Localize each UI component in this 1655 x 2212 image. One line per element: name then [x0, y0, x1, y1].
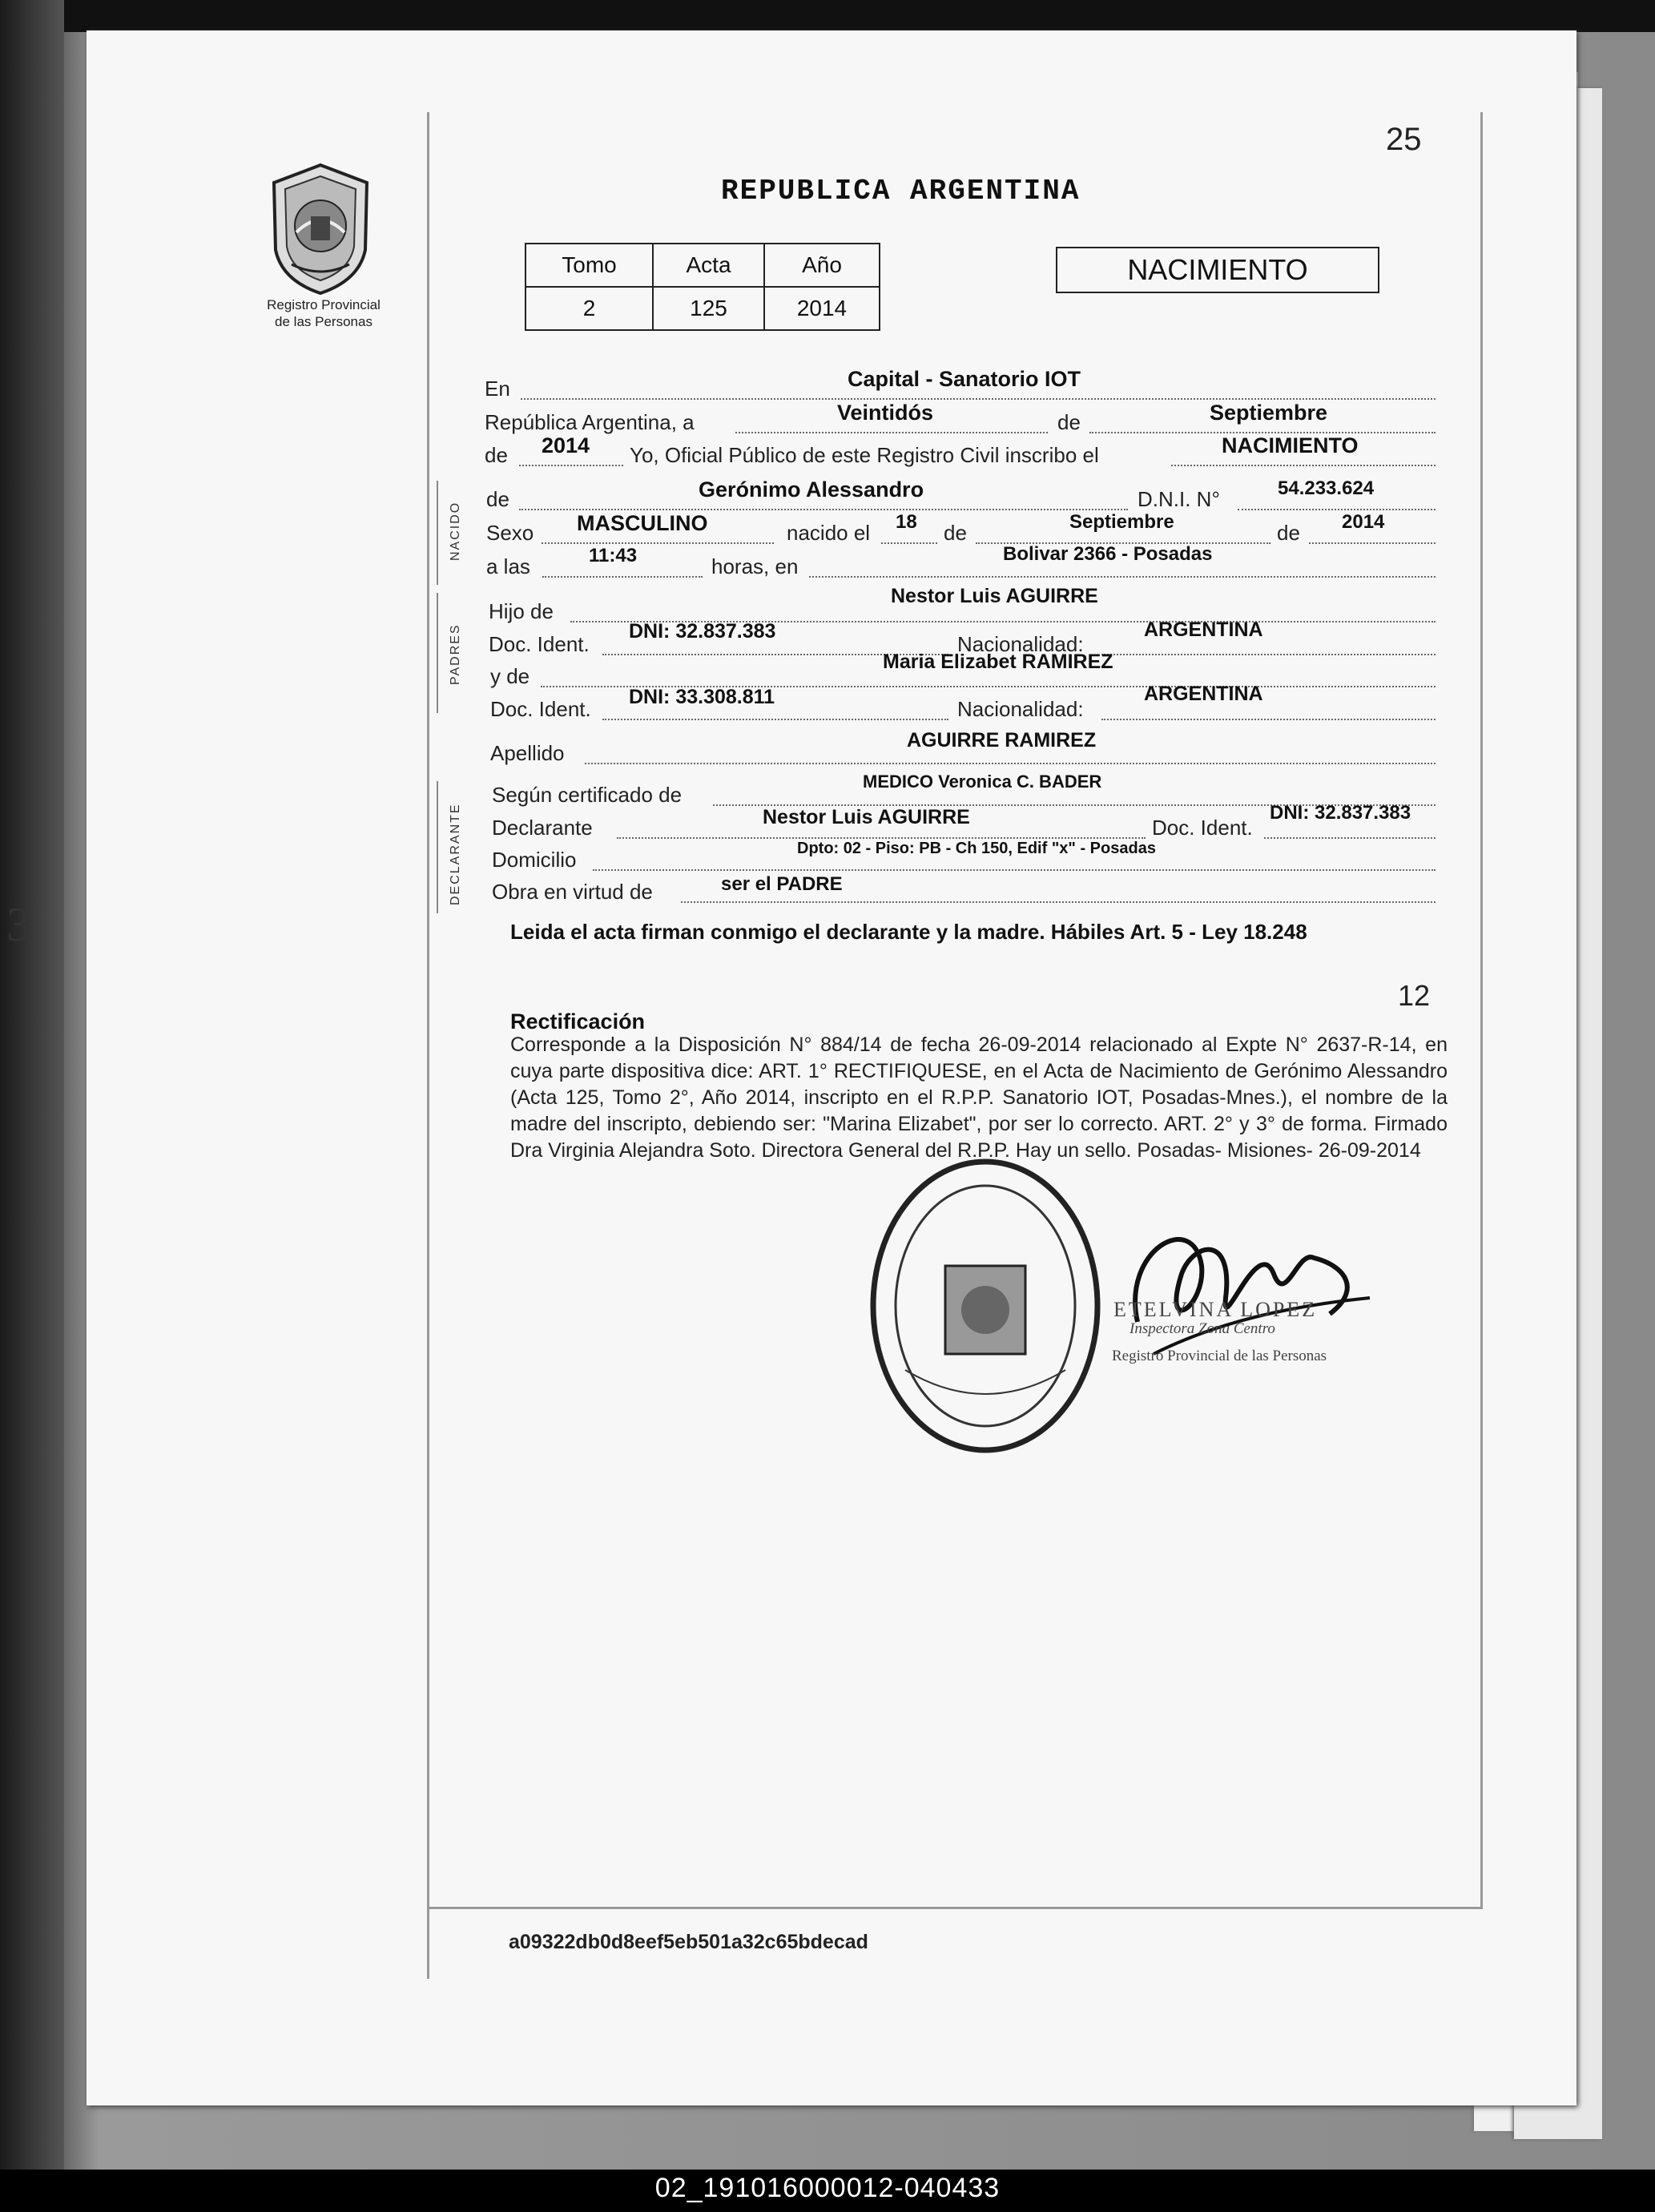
label-hijo-de: Hijo de: [489, 599, 554, 623]
label-nacionalidad2: Nacionalidad:: [957, 697, 1084, 721]
label-doc-ident3: Doc. Ident.: [1152, 816, 1253, 840]
register-header-acta: Acta: [653, 244, 764, 287]
logo-caption-line: de las Personas: [275, 314, 372, 329]
label-de2: de: [485, 443, 508, 467]
dotted-line: [521, 398, 1436, 400]
dotted-line: [1171, 465, 1436, 466]
value-madre-doc: DNI: 33.308.811: [629, 686, 775, 708]
section-label-nacido: NACIDO: [449, 501, 462, 561]
handwritten-signature: [1105, 1202, 1378, 1362]
label-yo: Yo, Oficial Público de este Registro Civil inscribo el: [630, 443, 1099, 467]
value-lugar-nac: Bolivar 2366 - Posadas: [1003, 543, 1213, 565]
dotted-line: [809, 576, 1436, 578]
value-obra: ser el PADRE: [721, 873, 843, 895]
provincial-seal-logo: [264, 160, 377, 296]
value-declarante-doc: DNI: 32.837.383: [1270, 802, 1411, 824]
label-nacionalidad1: Nacionalidad:: [957, 632, 1084, 656]
logo-caption: [237, 296, 410, 330]
left-binder-edge: [0, 0, 64, 2212]
label-en: En: [485, 377, 510, 401]
footer-file-id: 02_191016000012-040433: [654, 2173, 1001, 2203]
page-number: 25: [1386, 122, 1422, 157]
label-horas-en: horas, en: [711, 554, 799, 578]
value-dni: 54.233.624: [1278, 477, 1375, 499]
value-hora: 11:43: [589, 545, 638, 566]
section-label-padres: PADRES: [449, 623, 462, 685]
label-segun-certificado: Según certificado de: [492, 783, 683, 807]
rectificacion-title: Rectificación: [510, 1009, 646, 1033]
value-nombre: Gerónimo Alessandro: [699, 477, 924, 502]
dotted-line: [542, 542, 774, 544]
label-de: de: [1057, 410, 1081, 434]
document-hash: a09322db0d8eef5eb501a32c65bdecad: [509, 1931, 868, 1953]
record-type-box: NACIMIENTO: [1056, 247, 1379, 293]
section-divider-declarante: [437, 781, 438, 913]
dotted-line: [585, 763, 1436, 764]
dotted-line: [1309, 542, 1436, 544]
dotted-line: [519, 465, 623, 466]
value-declarante: Nestor Luis AGUIRRE: [763, 806, 970, 828]
value-domicilio: Dpto: 02 - Piso: PB - Ch 150, Edif "x" - Posadas: [797, 840, 1156, 857]
label-nacido-el: nacido el: [787, 521, 871, 545]
label-republica: República Argentina, a: [485, 410, 695, 434]
label-declarante: Declarante: [492, 816, 593, 840]
signatory-name: ETELVINA LOPEZ: [1113, 1298, 1318, 1321]
dotted-line: [1238, 509, 1436, 510]
label-apellido: Apellido: [490, 741, 565, 765]
dotted-line: [1101, 719, 1436, 720]
value-padre-nac: ARGENTINA: [1144, 618, 1263, 641]
dotted-line: [593, 869, 1436, 871]
register-table: [525, 243, 880, 331]
value-anio: 2014: [542, 433, 590, 457]
section-divider-nacido: [437, 481, 438, 585]
value-apellido: AGUIRRE RAMIREZ: [907, 729, 1097, 751]
label-de4: de: [1277, 521, 1300, 545]
margin-mark: 3: [6, 898, 30, 951]
closing-note: Leida el acta firman conmigo el declarante y la madre. Hábiles Art. 5 - Ley 18.248: [510, 920, 1307, 944]
label-doc-ident1: Doc. Ident.: [489, 632, 590, 656]
annotation-number: 12: [1398, 979, 1431, 1012]
value-nac-mes: Septiembre: [1069, 511, 1174, 533]
top-edge: [0, 0, 1655, 32]
register-value-anio: 2014: [764, 287, 880, 330]
label-de3: de: [944, 521, 967, 545]
register-header-tomo: Tomo: [525, 244, 653, 287]
value-madre-nac: ARGENTINA: [1144, 683, 1263, 705]
value-lugar: Capital - Sanatorio IOT: [848, 367, 1081, 391]
dotted-line: [1264, 837, 1436, 839]
dotted-line: [519, 509, 1128, 510]
value-tipo-inscripcion: NACIMIENTO: [1222, 433, 1359, 457]
value-nac-dia: 18: [896, 511, 917, 533]
label-sexo: Sexo: [486, 521, 534, 545]
label-de-nacido: de: [486, 487, 509, 511]
signatory-office: Registro Provincial de las Personas: [1112, 1348, 1327, 1364]
dotted-line: [1101, 654, 1436, 655]
document-title: REPUBLICA ARGENTINA: [721, 175, 1081, 208]
value-sexo: MASCULINO: [577, 511, 708, 535]
dotted-line: [681, 901, 1436, 903]
logo-caption-line: Registro Provincial: [267, 297, 381, 312]
register-value-acta: 125: [653, 287, 764, 330]
dotted-line: [617, 837, 1146, 839]
dotted-line: [735, 432, 1048, 433]
rectificacion-body: Corresponde a la Disposición N° 884/14 de fecha 26-09-2014 relacionado al Expte N° 2637-R-14, en cuya parte dispositiva dice: ART. 1° RECTIFIQUESE, en el Acta de Nacimiento de Gerónimo Alessandro (Acta 125, Tomo 2°, Año 2014, inscripto en el R.P.P. Sanatorio IOT, Posadas-Mnes.), el nombre de la madre del inscripto, debiendo ser: "Marina Elizabet", por ser lo correcto. ART. 2° y 3° de forma. Firmado Dra Virginia Alejandra Soto. Directora General del R.P.P. Hay un sello. Posadas- Misiones- 26-09-2014: [510, 1033, 1448, 1162]
frame-left-rule: [427, 112, 429, 1979]
dotted-line: [542, 576, 703, 578]
label-dni: D.N.I. N°: [1138, 487, 1220, 511]
value-mes: Septiembre: [1210, 401, 1328, 425]
section-divider-padres: [437, 593, 438, 713]
value-madre: Maria Elizabet RAMIREZ: [883, 651, 1113, 673]
label-obra-en-virtud: Obra en virtud de: [492, 880, 653, 904]
dotted-line: [881, 542, 937, 544]
frame-bottom-rule: [427, 1907, 1483, 1909]
signatory-role: Inspectora Zona Centro: [1130, 1320, 1275, 1337]
value-nac-anio: 2014: [1342, 511, 1385, 533]
label-doc-ident2: Doc. Ident.: [490, 697, 591, 721]
section-label-declarante: DECLARANTE: [449, 803, 462, 905]
label-domicilio: Domicilio: [492, 848, 577, 872]
register-header-anio: Año: [764, 244, 880, 287]
label-a-las: a las: [486, 554, 530, 578]
value-padre-doc: DNI: 32.837.383: [629, 620, 776, 643]
value-certificado: MEDICO Veronica C. BADER: [863, 772, 1102, 792]
label-y-de: y de: [490, 664, 530, 688]
dotted-line: [602, 719, 948, 720]
register-value-tomo: 2: [525, 287, 653, 330]
official-stamp: [865, 1154, 1105, 1458]
frame-right-rule: [1480, 112, 1483, 1907]
value-dia: Veintidós: [837, 401, 934, 425]
value-padre: Nestor Luis AGUIRRE: [891, 585, 1098, 607]
